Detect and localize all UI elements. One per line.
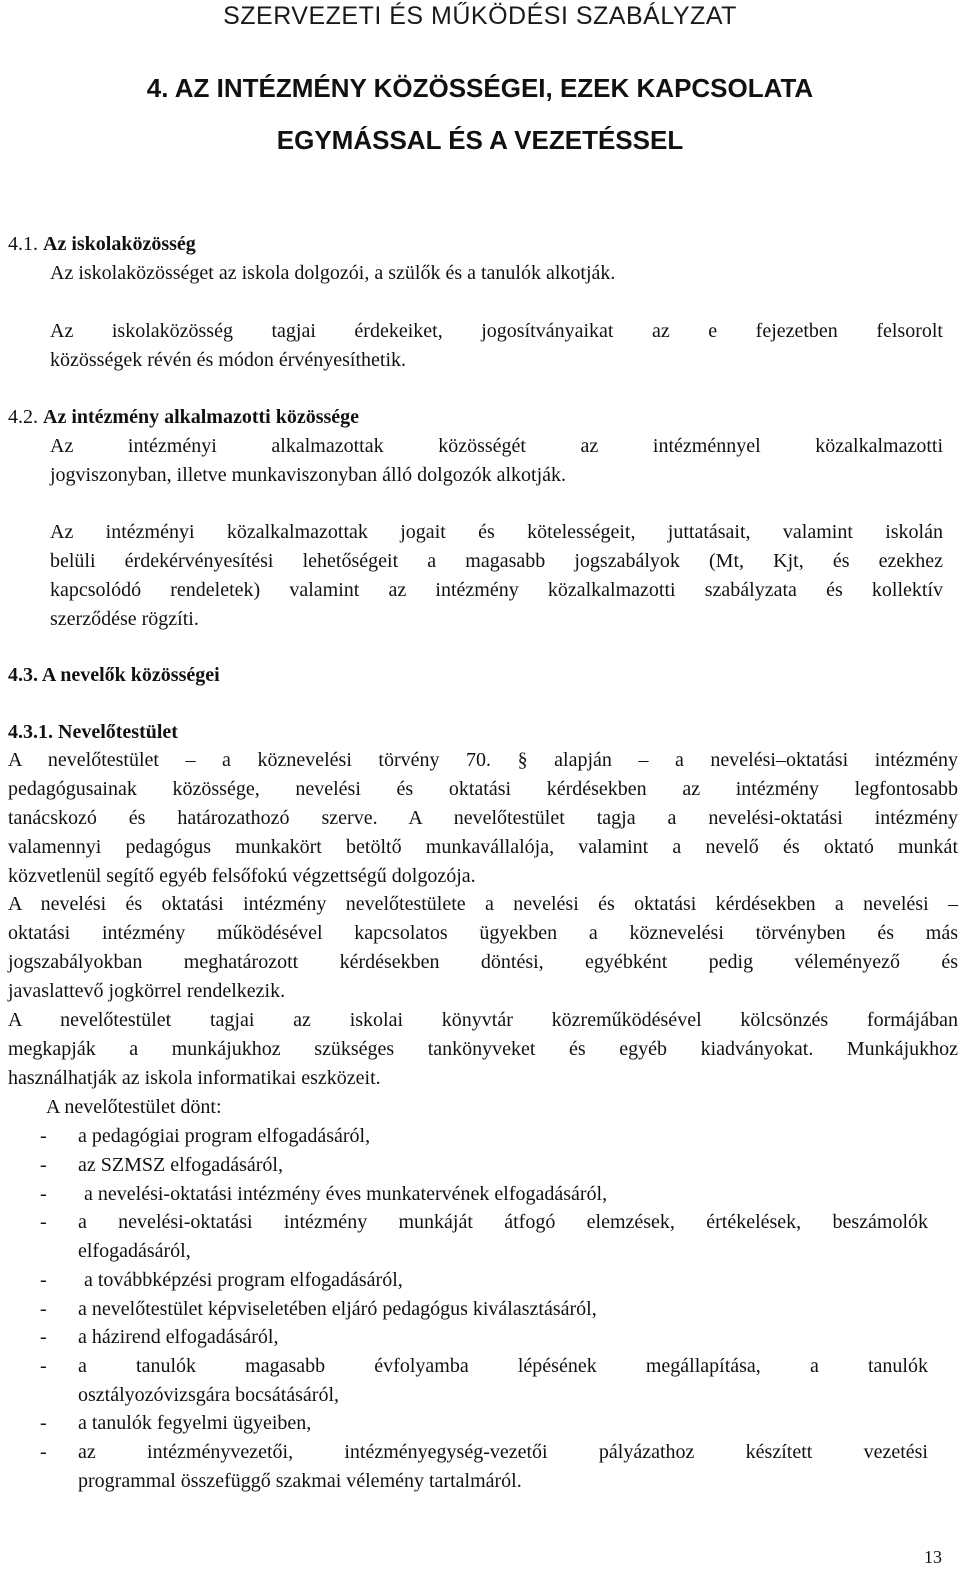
paragraph-line: pedagógusainak közössége, nevelési és oktatási kérdésekben az intézmény legfontosabb	[8, 778, 958, 800]
list-item: az SZMSZ elfogadásáról,	[78, 1154, 283, 1176]
list-item: a házirend elfogadásáról,	[78, 1326, 279, 1348]
paragraph-line: valamennyi pedagógus munkakört betöltő munkavállalója, valamint a nevelő és oktató munkát	[8, 836, 958, 858]
section-4-3-heading: 4.3. A nevelők közösségei	[8, 664, 220, 686]
list-bullet: -	[40, 1441, 47, 1463]
chapter-title-line1: 4. AZ INTÉZMÉNY KÖZÖSSÉGEI, EZEK KAPCSOLATA	[146, 73, 814, 103]
list-item: a nevelési-oktatási intézmény munkáját átfogó elemzések, értékelések, beszámolók	[78, 1211, 928, 1233]
list-bullet: -	[40, 1269, 47, 1291]
section-title: Az iskolaközösség	[43, 233, 196, 255]
running-header: SZERVEZETI ÉS MŰKÖDÉSI SZABÁLYZAT	[223, 2, 737, 30]
paragraph-line: Az iskolaközösséget az iskola dolgozói, a szülők és a tanulók alkotják.	[50, 262, 616, 284]
list-item: a nevelési-oktatási intézmény éves munkatervének elfogadásáról,	[84, 1183, 608, 1205]
section-4-2-heading	[8, 403, 359, 432]
section-title: Az intézmény alkalmazotti közössége	[43, 406, 360, 428]
paragraph-line: A nevelési és oktatási intézmény nevelőtestülete a nevelési és oktatási kérdésekben a nevelési –	[8, 893, 958, 915]
paragraph-line: belüli érdekérvényesítési lehetőségeit a magasabb jogszabályok (Mt, Kjt, és ezekhez	[50, 550, 943, 572]
paragraph-line: A nevelőtestület tagjai az iskolai könyvtár közreműködésével kölcsönzés formájában	[8, 1009, 958, 1031]
paragraph-line: kapcsolódó rendeletek) valamint az intézmény közalkalmazotti szabályzata és kollektív	[50, 579, 943, 601]
paragraph-line: javaslattevő jogkörrel rendelkezik.	[8, 980, 286, 1002]
list-bullet: -	[40, 1326, 47, 1348]
list-bullet: -	[40, 1298, 47, 1320]
list-bullet: -	[40, 1211, 47, 1233]
list-item: a tanulók magasabb évfolyamba lépésének megállapítása, a tanulók	[78, 1355, 928, 1377]
paragraph-line: jogszabályokban meghatározott kérdésekben döntési, egyébként pedig véleményező és	[8, 951, 958, 973]
list-item: a tanulók fegyelmi ügyeiben,	[78, 1412, 312, 1434]
list-bullet: -	[40, 1183, 47, 1205]
list-bullet: -	[40, 1355, 47, 1377]
paragraph-line: tanácskozó és határozathozó szerve. A nevelőtestület tagja a nevelési-oktatási intézmény	[8, 807, 958, 829]
list-item: a nevelőtestület képviseletében eljáró pedagógus kiválasztásáról,	[78, 1298, 597, 1320]
list-item-continuation: programmal összefüggő szakmai vélemény tartalmáról.	[78, 1470, 522, 1492]
section-number: 4.1.	[8, 233, 38, 255]
page-number: 13	[924, 1547, 942, 1567]
paragraph-line: oktatási intézmény működésével kapcsolatos ügyekben a köznevelési törvényben és más	[8, 922, 958, 944]
paragraph-line: A nevelőtestület – a köznevelési törvény 70. § alapján – a nevelési–oktatási intézmény	[8, 749, 958, 771]
paragraph-line: Az iskolaközösség tagjai érdekeiket, jogosítványaikat az e fejezetben felsorolt	[50, 320, 943, 342]
paragraph-line: szerződése rögzíti.	[50, 608, 199, 630]
paragraph-line: Az intézményi alkalmazottak közösségét az intézménnyel közalkalmazotti	[50, 435, 943, 457]
list-item-continuation: osztályozóvizsgára bocsátásáról,	[78, 1384, 340, 1406]
paragraph-line: jogviszonyban, illetve munkaviszonyban álló dolgozók alkotják.	[50, 464, 567, 486]
paragraph-line: közösségek révén és módon érvényesíthetik.	[50, 349, 407, 371]
paragraph-line: közvetlenül segítő egyéb felsőfokú végzettségű dolgozója.	[8, 865, 476, 887]
list-item: az intézményvezetői, intézményegység-vezetői pályázathoz készített vezetési	[78, 1441, 928, 1463]
list-bullet: -	[40, 1125, 47, 1147]
list-item: a továbbképzési program elfogadásáról,	[84, 1269, 403, 1291]
list-item-continuation: elfogadásáról,	[78, 1240, 191, 1262]
list-intro: A nevelőtestület dönt:	[46, 1096, 222, 1118]
section-4-1-heading	[8, 230, 196, 259]
paragraph-line: használhatják az iskola informatikai eszközeit.	[8, 1067, 381, 1089]
list-bullet: -	[40, 1154, 47, 1176]
list-bullet: -	[40, 1412, 47, 1434]
subsection-4-3-1-heading: 4.3.1. Nevelőtestület	[8, 721, 178, 743]
paragraph-line: megkapják a munkájukhoz szükséges tankönyveket és egyéb kiadványokat. Munkájukhoz	[8, 1038, 958, 1060]
section-number: 4.2.	[8, 406, 38, 428]
chapter-title-line2: EGYMÁSSAL ÉS A VEZETÉSSEL	[276, 125, 684, 155]
paragraph-line: Az intézményi közalkalmazottak jogait és kötelességeit, juttatásait, valamint iskolán	[50, 521, 943, 543]
list-item: a pedagógiai program elfogadásáról,	[78, 1125, 371, 1147]
